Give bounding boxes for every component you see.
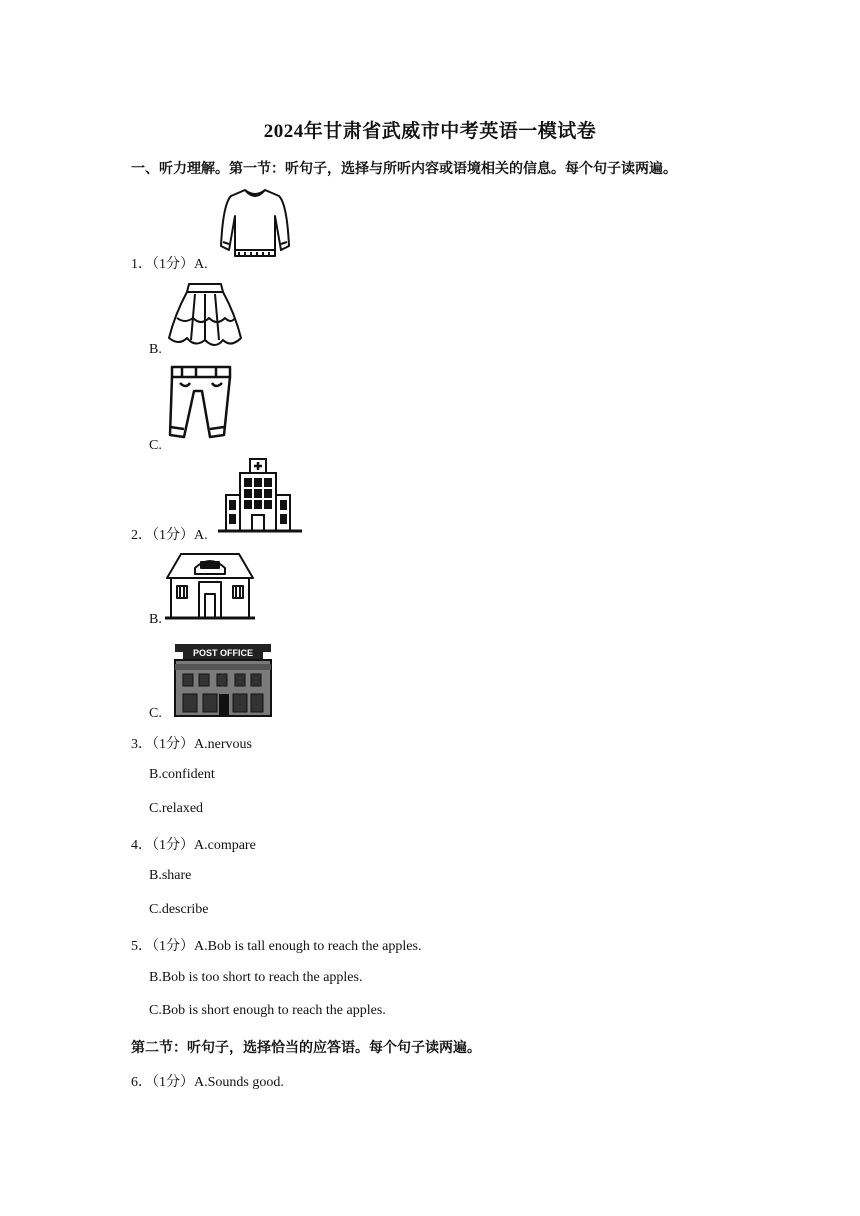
option-c-label: C.relaxed <box>149 801 204 816</box>
trousers-icon[interactable] <box>166 365 240 447</box>
question-number: 5．（1分） <box>131 939 194 954</box>
option-c-label: C.Bob is short enough to reach the apples. <box>149 1003 386 1018</box>
option-c-label: C. <box>149 706 162 721</box>
skirt-icon[interactable] <box>165 280 245 356</box>
post-office-sign: POST OFFICE <box>192 648 254 658</box>
option-c-label: C.describe <box>149 902 209 917</box>
question-number: 4．（1分） <box>131 838 194 853</box>
school-building-icon[interactable] <box>165 548 255 624</box>
question-4 <box>131 834 256 854</box>
section-heading-listening: 一、听力理解。第一节：听句子，选择与所听内容或语境相关的信息。每个句子读两遍。 <box>131 162 677 177</box>
question-3 <box>131 733 252 753</box>
option-a-label: A.Sounds good. <box>194 1075 284 1090</box>
question-1 <box>131 253 208 273</box>
option-b-label: B. <box>149 612 162 627</box>
section-heading-responses: 第二节：听句子，选择恰当的应答语。每个句子读两遍。 <box>131 1041 481 1056</box>
option-b-label: B.share <box>149 868 192 883</box>
option-b-label: B.Bob is too short to reach the apples. <box>149 970 363 985</box>
sweater-icon[interactable] <box>217 186 293 266</box>
option-c-label: C. <box>149 438 162 453</box>
question-number: 3．（1分） <box>131 737 194 752</box>
option-a-label: A. <box>194 257 208 272</box>
post-office-icon[interactable] <box>171 640 275 718</box>
question-5 <box>131 935 421 955</box>
question-number: 2．（1分） <box>131 528 194 543</box>
question-number: 6．（1分） <box>131 1075 194 1090</box>
hospital-icon[interactable] <box>218 457 302 537</box>
option-a-label: A.compare <box>194 838 256 853</box>
option-a-label: A. <box>194 528 208 543</box>
option-b-label: B. <box>149 342 162 357</box>
page-title: 2024年甘肃省武威市中考英语一模试卷 <box>263 121 597 142</box>
question-2 <box>131 524 208 544</box>
option-a-label: A.nervous <box>194 737 252 752</box>
question-number: 1．（1分） <box>131 257 194 272</box>
option-a-label: A.Bob is tall enough to reach the apples. <box>194 939 422 954</box>
option-b-label: B.confident <box>149 767 215 782</box>
question-6 <box>131 1071 284 1091</box>
